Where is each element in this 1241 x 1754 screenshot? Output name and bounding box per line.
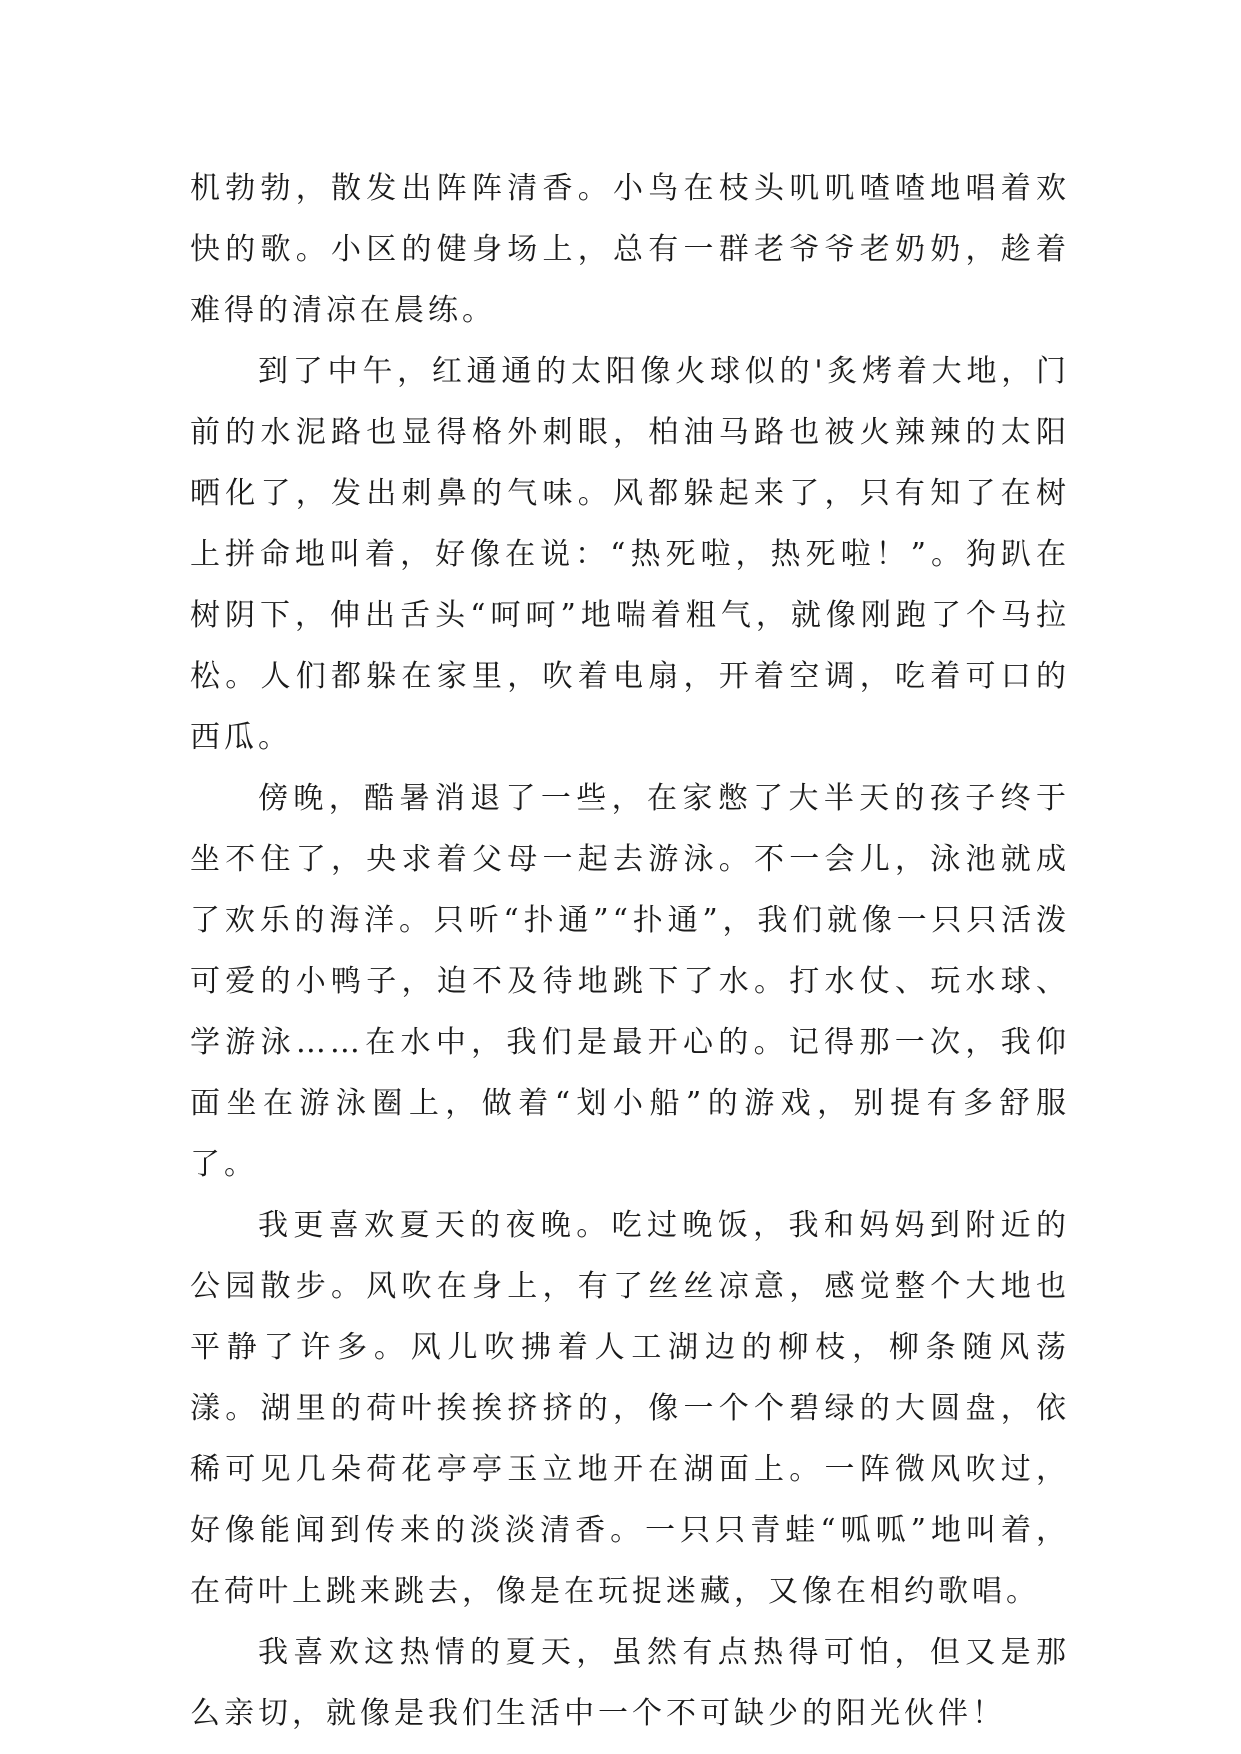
essay-body — [190, 158, 1070, 1744]
paragraph-conclusion: 我喜欢这热情的夏天，虽然有点热得可怕，但又是那么亲切，就像是我们生活中一个不可缺少的阳光伙伴！ — [190, 1635, 1070, 1731]
paragraph-evening: 傍晚，酷暑消退了一些，在家憋了大半天的孩子终于坐不住了，央求着父母一起去游泳。不一会儿，泳池就成了欢乐的海洋。只听“扑通”“扑通”，我们就像一只只活泼可爱的小鸭子，迫不及待地跳下了水。打水仗、玩水球、学游泳……在水中，我们是最开心的。记得那一次，我仰面坐在游泳圈上，做着“划小船”的游戏，别提有多舒服了。 — [190, 781, 1070, 1182]
paragraph-noon: 到了中午，红通通的太阳像火球似的'炙烤着大地，门前的水泥路也显得格外刺眼，柏油马路也被火辣辣的太阳晒化了，发出刺鼻的气味。风都躲起来了，只有知了在树上拼命地叫着，好像在说：“热死啦，热死啦！”。狗趴在树阴下，伸出舌头“呵呵”地喘着粗气，就像刚跑了个马拉松。人们都躲在家里，吹着电扇，开着空调，吃着可口的西瓜。 — [190, 354, 1070, 755]
paragraph-night: 我更喜欢夏天的夜晚。吃过晚饭，我和妈妈到附近的公园散步。风吹在身上，有了丝丝凉意，感觉整个大地也平静了许多。风儿吹拂着人工湖边的柳枝，柳条随风荡漾。湖里的荷叶挨挨挤挤的，像一个个碧绿的大圆盘，依稀可见几朵荷花亭亭玉立地开在湖面上。一阵微风吹过，好像能闻到传来的淡淡清香。一只只青蛙“呱呱”地叫着，在荷叶上跳来跳去，像是在玩捉迷藏，又像在相约歌唱。 — [190, 1208, 1070, 1609]
paragraph-continuation: 机勃勃，散发出阵阵清香。小鸟在枝头叽叽喳喳地唱着欢快的歌。小区的健身场上，总有一群老爷爷老奶奶，趁着难得的清凉在晨练。 — [190, 171, 1070, 328]
